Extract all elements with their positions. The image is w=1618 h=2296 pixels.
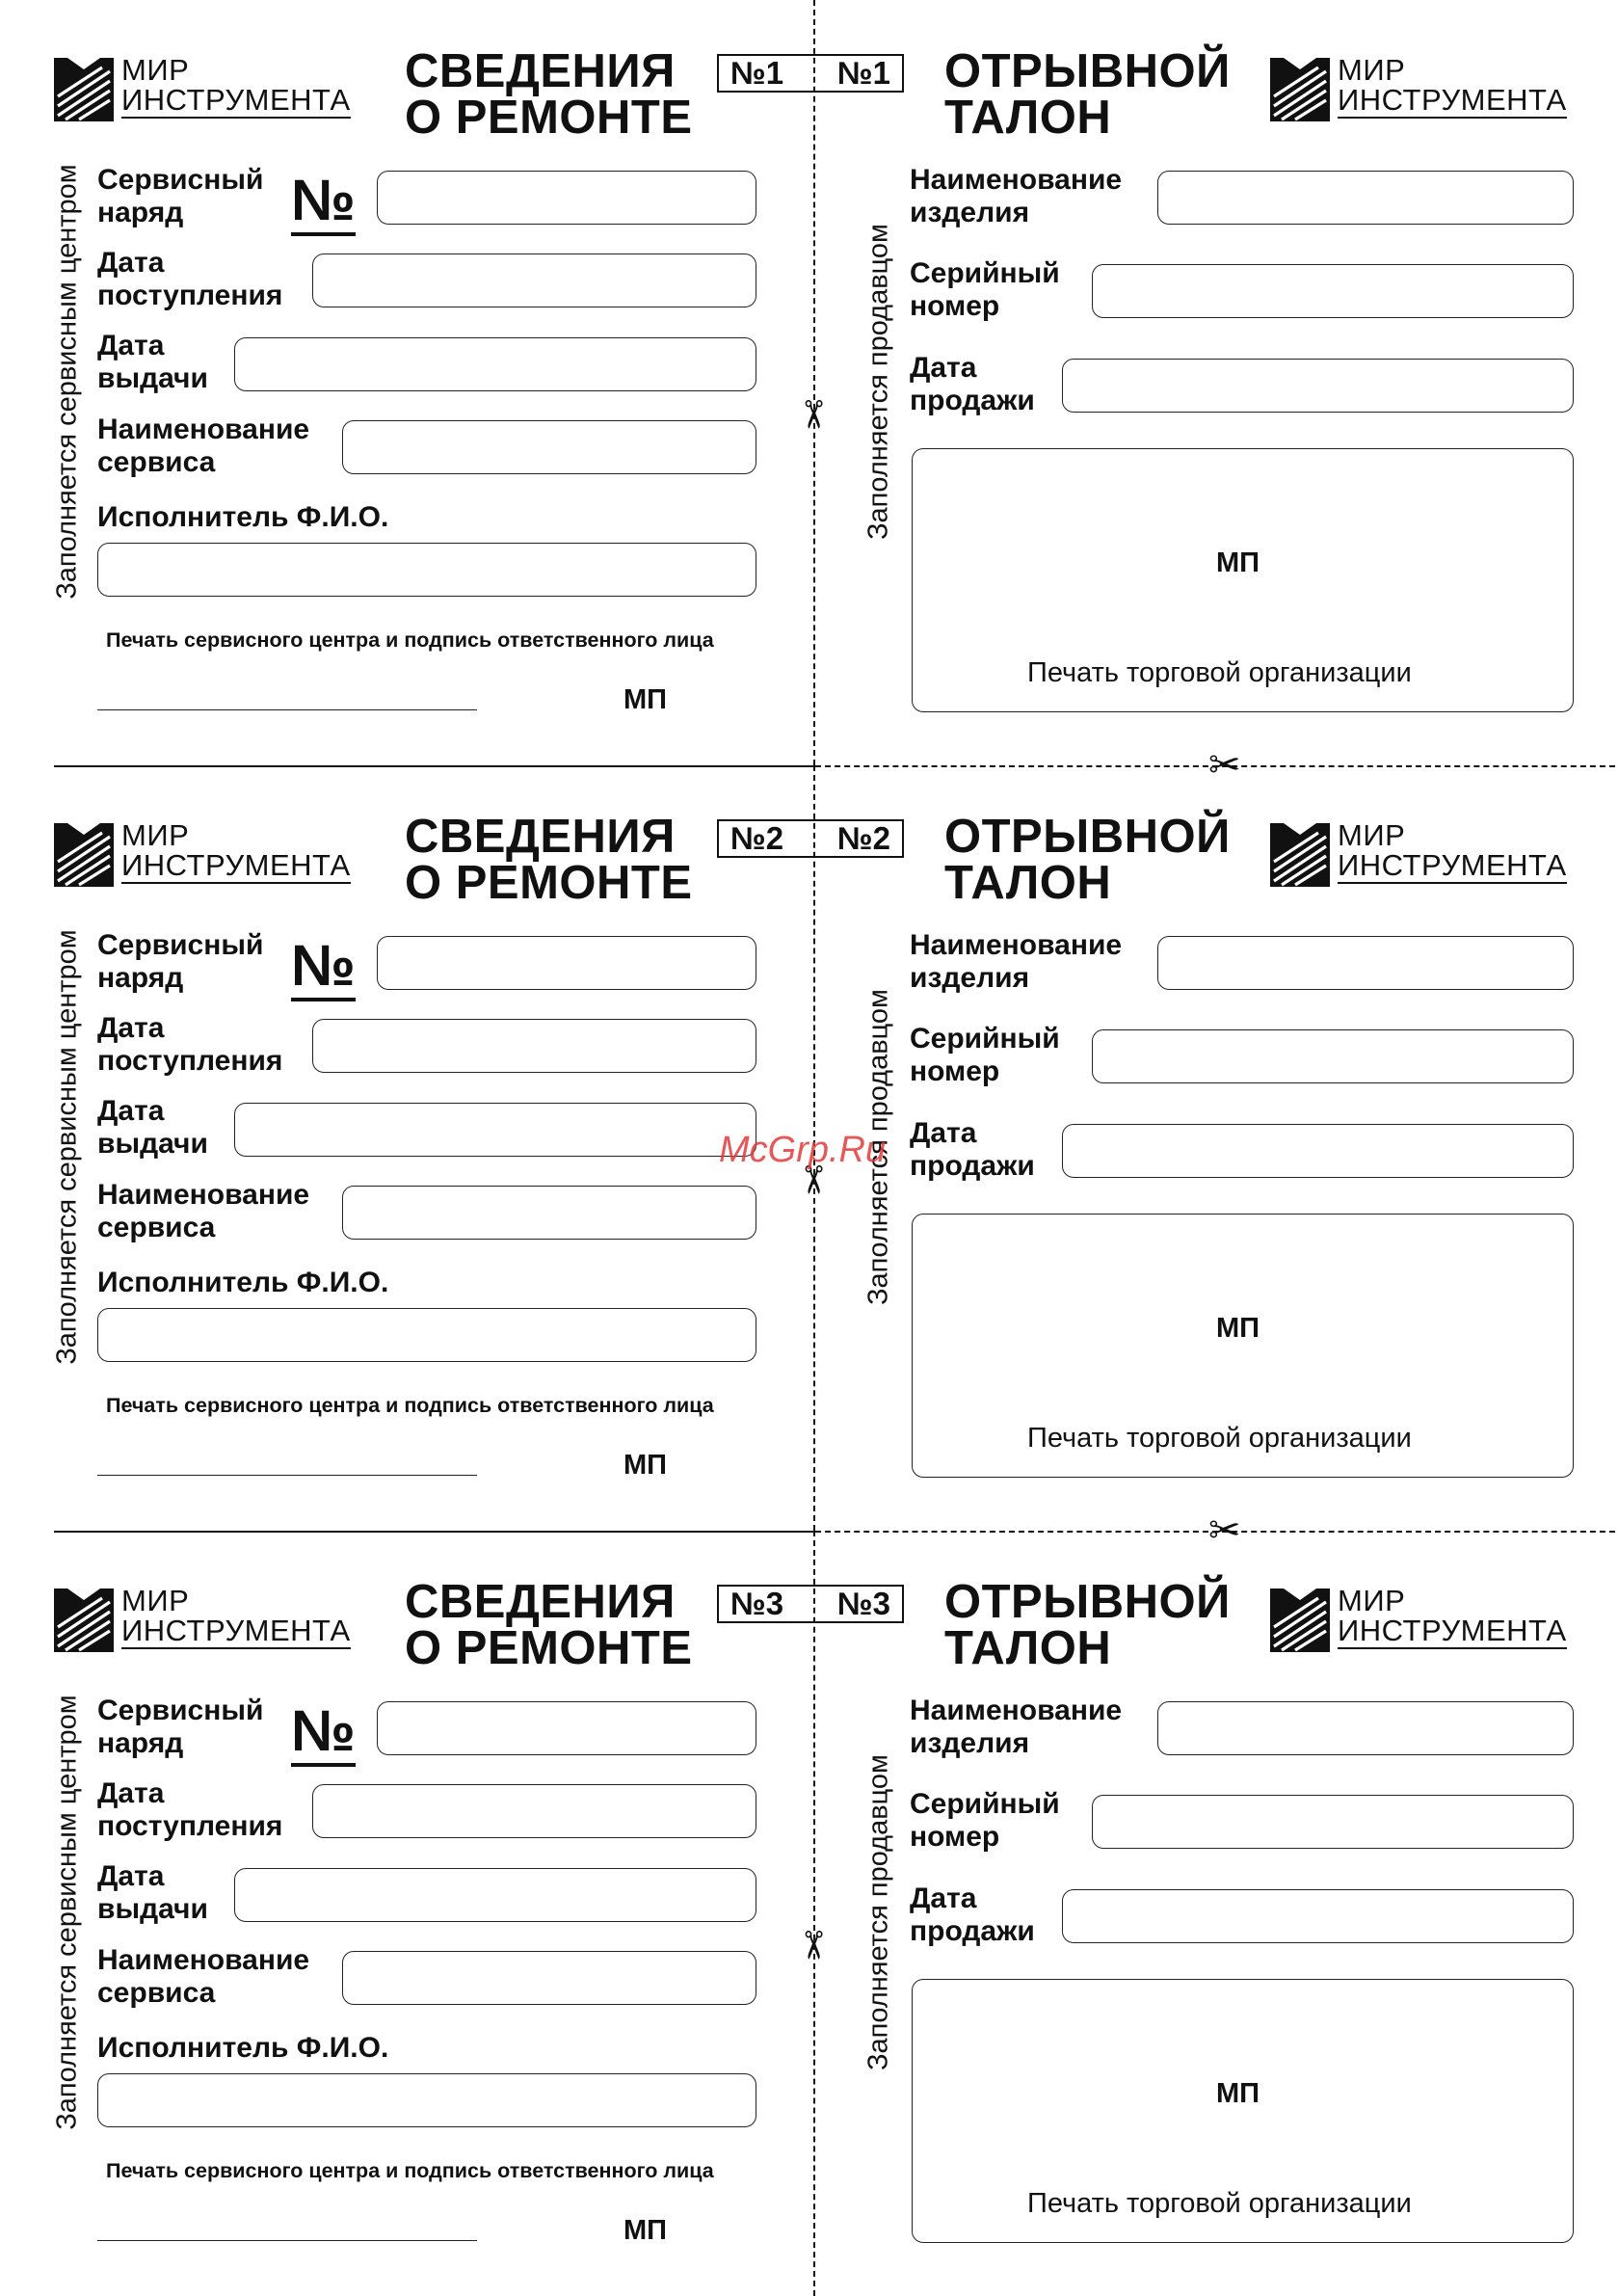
logo-instrumenta-text: ИНСТРУМЕНТА [1338,848,1567,882]
seal-place-label: МП [1216,1313,1260,1344]
repair-info-title [405,1576,693,1674]
logo-left [54,52,351,121]
left-record-number: №2 [730,820,784,856]
logo-right [1270,817,1567,887]
sale-date-field[interactable] [1062,1889,1574,1943]
product-name-field[interactable] [1157,171,1574,225]
service-name-field[interactable] [342,420,756,474]
logo-instrumenta-text: ИНСТРУМЕНТА [1338,83,1567,117]
brand-logo-icon [1270,1583,1330,1652]
title-line-1: СВЕДЕНИЯ [405,45,676,97]
brand-logo-icon [54,817,114,887]
tear-off-coupon-title [944,1576,1231,1674]
sale-date-label: Дата продажи [910,352,1035,416]
logo-instrumenta-text: ИНСТРУМЕНТА [121,1614,351,1647]
scissors-icon: ✂ [1208,1509,1241,1552]
title-line-2: ТАЛОН [944,1622,1112,1674]
seal-place-label: МП [623,2215,668,2246]
retailer-stamp-caption: Печать торговой организации [1027,657,1412,688]
number-sign: № [291,172,356,229]
sale-date-label: Дата продажи [910,1117,1035,1182]
title-line-1: СВЕДЕНИЯ [405,1576,676,1628]
received-date-field[interactable] [312,1784,756,1838]
record-number-box [717,1585,904,1623]
logo-mir-text: МИР [121,818,190,852]
product-name-label: Наименование изделия [910,1695,1123,1759]
product-name-field[interactable] [1157,1701,1574,1755]
logo-left [54,1583,351,1652]
logo-instrumenta-text: ИНСТРУМЕНТА [121,83,351,117]
serial-number-field[interactable] [1092,264,1574,318]
received-date-field[interactable] [312,1019,756,1073]
right-record-number: №1 [836,55,890,91]
executor-label: Исполнитель Ф.И.О. [97,1267,389,1298]
brand-logo-icon [1270,817,1330,887]
logo-right [1270,52,1567,121]
repair-info-title [405,45,693,144]
service-order-field[interactable] [377,936,756,990]
serial-number-field[interactable] [1092,1029,1574,1083]
logo-mir-text: МИР [121,53,190,87]
product-name-field[interactable] [1157,936,1574,990]
logo-mir-text: МИР [1338,53,1406,87]
tear-off-coupon-title [944,811,1231,909]
logo-mir-text: МИР [121,1584,190,1617]
repair-record-block [0,1531,1618,2296]
issue-date-field[interactable] [234,1103,756,1157]
logo-instrumenta-text: ИНСТРУМЕНТА [121,848,351,882]
filled-by-service-center-caption: Заполняется сервисным центром [51,164,83,600]
executor-field[interactable] [97,2073,756,2127]
service-name-field[interactable] [342,1186,756,1240]
seal-place-label: МП [623,684,668,715]
filled-by-seller-caption: Заполняется продавцом [862,1754,894,2070]
brand-logo-icon [54,52,114,121]
service-name-field[interactable] [342,1951,756,2005]
issue-date-label: Дата выдачи [97,330,208,394]
separator-solid-line [54,765,815,767]
title-line-1: СВЕДЕНИЯ [405,811,676,863]
title-line-2: О РЕМОНТЕ [405,92,693,144]
seal-place-label: МП [1216,547,1260,578]
right-record-number: №2 [836,820,890,856]
title-line-1: ОТРЫВНОЙ [944,811,1231,863]
vertical-cut-line [813,0,815,765]
serial-number-field[interactable] [1092,1795,1574,1849]
executor-field[interactable] [97,543,756,597]
issue-date-field[interactable] [234,1868,756,1922]
repair-record-block [0,0,1618,765]
title-line-1: ОТРЫВНОЙ [944,45,1231,97]
sale-date-field[interactable] [1062,1124,1574,1178]
left-record-number: №3 [730,1586,784,1621]
service-order-label: Сервисный наряд [97,1695,264,1759]
filled-by-seller-caption: Заполняется продавцом [862,989,894,1305]
vertical-cut-line [813,1531,815,2296]
repair-info-title [405,811,693,909]
received-date-label: Дата поступления [97,1777,283,1842]
number-sign: № [291,1702,356,1760]
left-record-number: №1 [730,55,784,91]
service-name-label: Наименование сервиса [97,414,310,478]
logo-right [1270,1583,1567,1652]
tear-off-coupon-title [944,45,1231,144]
received-date-label: Дата поступления [97,1012,283,1077]
seal-and-signature-note: Печать сервисного центра и подпись ответственного лица [106,2159,714,2182]
product-name-label: Наименование изделия [910,929,1123,994]
scissors-icon: ✂ [790,398,834,431]
logo-left [54,817,351,887]
retailer-stamp-caption: Печать торговой организации [1027,2188,1412,2219]
watermark-text: McGrp.Ru [719,1130,887,1170]
seal-and-signature-note: Печать сервисного центра и подпись ответственного лица [106,628,714,652]
issue-date-label: Дата выдачи [97,1095,208,1160]
serial-number-label: Серийный номер [910,257,1060,322]
filled-by-seller-caption: Заполняется продавцом [862,224,894,540]
executor-field[interactable] [97,1308,756,1362]
logo-mir-text: МИР [1338,818,1406,852]
number-sign: № [291,937,356,995]
signature-line[interactable] [97,2240,477,2241]
service-order-field[interactable] [377,1701,756,1755]
serial-number-label: Серийный номер [910,1023,1060,1087]
issue-date-field[interactable] [234,337,756,391]
record-number-box [717,54,904,93]
issue-date-label: Дата выдачи [97,1860,208,1925]
logo-instrumenta-text: ИНСТРУМЕНТА [1338,1614,1567,1647]
service-name-label: Наименование сервиса [97,1179,310,1243]
seal-place-label: МП [1216,2078,1260,2109]
title-line-2: О РЕМОНТЕ [405,1622,693,1674]
signature-line[interactable] [97,709,477,710]
serial-number-label: Серийный номер [910,1788,1060,1853]
seal-and-signature-note: Печать сервисного центра и подпись ответственного лица [106,1394,714,1417]
sale-date-label: Дата продажи [910,1882,1035,1947]
service-order-label: Сервисный наряд [97,929,264,994]
seal-place-label: МП [623,1450,668,1481]
sale-date-field[interactable] [1062,359,1574,413]
filled-by-service-center-caption: Заполняется сервисным центром [51,1695,83,2130]
separator-solid-line [54,1531,815,1533]
scissors-icon: ✂ [790,1929,834,1962]
title-line-2: О РЕМОНТЕ [405,857,693,909]
right-record-number: №3 [836,1586,890,1621]
received-date-field[interactable] [312,254,756,307]
logo-mir-text: МИР [1338,1584,1406,1617]
title-line-2: ТАЛОН [944,857,1112,909]
title-line-1: ОТРЫВНОЙ [944,1576,1231,1628]
service-order-label: Сервисный наряд [97,164,264,228]
record-number-box [717,819,904,858]
scissors-icon: ✂ [1208,744,1241,787]
title-line-2: ТАЛОН [944,92,1112,144]
product-name-label: Наименование изделия [910,164,1123,228]
scissors-icon: ✂ [790,1163,834,1196]
filled-by-service-center-caption: Заполняется сервисным центром [51,929,83,1365]
executor-label: Исполнитель Ф.И.О. [97,2032,389,2064]
service-order-field[interactable] [377,171,756,225]
executor-label: Исполнитель Ф.И.О. [97,501,389,533]
service-name-label: Наименование сервиса [97,1944,310,2009]
brand-logo-icon [1270,52,1330,121]
retailer-stamp-caption: Печать торговой организации [1027,1423,1412,1454]
brand-logo-icon [54,1583,114,1652]
signature-line[interactable] [97,1475,477,1476]
received-date-label: Дата поступления [97,247,283,311]
